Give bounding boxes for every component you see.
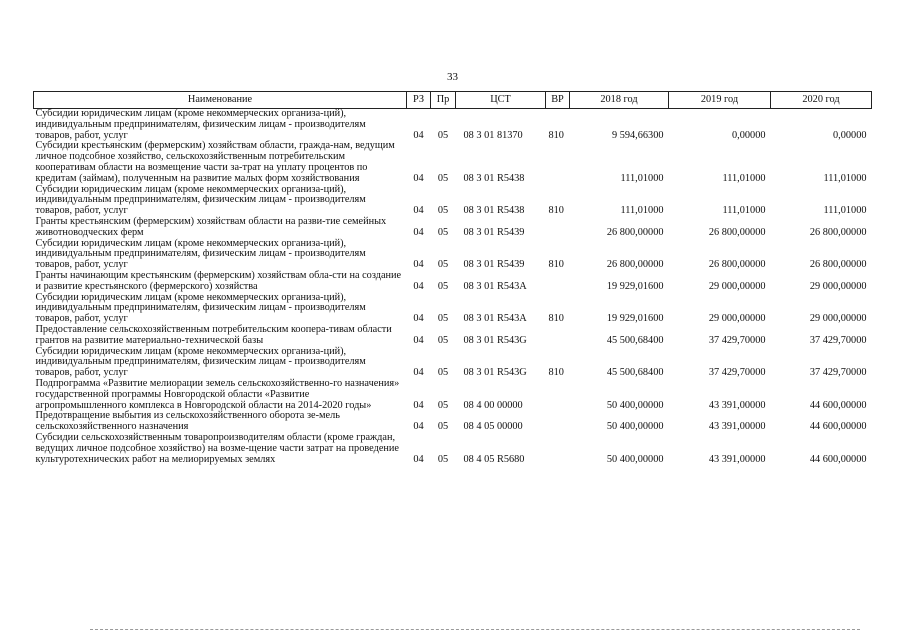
table-header	[34, 92, 872, 109]
row-cst: 08 3 01 R543G	[463, 334, 527, 346]
row-rz: 04	[413, 421, 424, 433]
row-vr: 810	[548, 129, 564, 141]
row-name: Предоставление сельскохозяйственным потребительским коопера-тивам области грантов на развитие материально-технической базы	[35, 323, 392, 346]
row-cst: 08 3 01 R5439	[463, 226, 525, 238]
row-name: Субсидии юридическим лицам (кроме некоммерческих организа-ций), индивидуальным предпринимателям, физическим лицам - производителям товаров, работ, услуг	[35, 183, 366, 217]
row-rz: 04	[413, 399, 424, 411]
row-name: Подпрограмма «Развитие мелиорации земель сельскохозяйственно-го назначения» государственной программы Новгородской области «Развитие агропромышленного комплекса в Новгородской области на 2014-2020 годы»	[35, 377, 400, 411]
row-value-2018: 19 929,01600	[606, 313, 664, 325]
row-name: Субсидии крестьянским (фермерским) хозяйствам области, гражда-нам, ведущим личное подсобное хозяйство, сельскохозяйственным потребительским кооперативам области на возмещение части за-трат на уплату процентов по кредитам (займам), полученным на развитие малых форм хозяйствования	[35, 140, 395, 184]
row-value-2020: 29 000,00000	[809, 280, 867, 292]
row-pr: 05	[437, 259, 449, 271]
header-2019: 2019 год	[669, 92, 771, 109]
row-value-2018: 26 800,00000	[606, 226, 664, 238]
row-name: Субсидии сельскохозяйственным товаропроизводителям области (кроме граждан, ведущих личное подсобное хозяйство) на возме-щение части затрат на проведение культуротехнических работ на мелиорируемых землях	[35, 431, 399, 465]
row-value-2020: 111,01000	[823, 205, 867, 217]
row-value-2020: 26 800,00000	[809, 226, 867, 238]
table-row	[34, 293, 872, 325]
table-row	[34, 141, 872, 184]
row-name: Гранты крестьянским (фермерским) хозяйствам области на разви-тие семейных животноводческих ферм	[35, 215, 387, 238]
header-2020: 2020 год	[771, 92, 872, 109]
row-cst: 08 3 01 81370	[463, 129, 523, 141]
header-name: Наименование	[34, 92, 407, 109]
row-name: Субсидии юридическим лицам (кроме некоммерческих организа-ций), индивидуальным предпринимателям, физическим лицам - производителям товаров, работ, услуг	[35, 291, 366, 325]
row-value-2019: 37 429,70000	[708, 334, 766, 346]
row-value-2019: 43 391,00000	[708, 421, 766, 433]
row-vr: 810	[548, 367, 564, 379]
row-cst: 08 4 00 00000	[463, 399, 523, 411]
row-pr: 05	[437, 172, 449, 184]
table-row	[34, 109, 872, 142]
row-cst: 08 4 05 00000	[463, 421, 523, 433]
row-rz: 04	[413, 313, 424, 325]
table-row	[34, 433, 872, 465]
row-value-2018: 111,01000	[620, 205, 664, 217]
row-value-2019: 29 000,00000	[708, 313, 766, 325]
row-name: Субсидии юридическим лицам (кроме некоммерческих организа-ций), индивидуальным предпринимателям, физическим лицам - производителям товаров, работ, услуг	[35, 345, 366, 379]
table-row	[34, 239, 872, 271]
row-vr	[546, 411, 570, 433]
row-pr: 05	[437, 280, 449, 292]
row-name: Гранты начинающим крестьянским (фермерским) хозяйствам обла-сти на создание и развитие крестьянского (фермерского) хозяйства	[35, 269, 402, 292]
row-value-2019: 0,00000	[732, 129, 766, 141]
row-vr	[546, 217, 570, 239]
table-row	[34, 411, 872, 433]
header-row	[34, 92, 872, 109]
row-value-2019: 29 000,00000	[708, 280, 766, 292]
row-cst: 08 3 01 R5439	[463, 259, 525, 271]
row-value-2018: 50 400,00000	[606, 421, 664, 433]
row-cst: 08 3 01 R5438	[463, 172, 525, 184]
row-vr: 810	[548, 259, 564, 271]
row-rz: 04	[413, 280, 424, 292]
row-value-2018: 26 800,00000	[606, 259, 664, 271]
row-cst: 08 3 01 R543G	[463, 367, 527, 379]
table-row	[34, 325, 872, 347]
row-rz: 04	[413, 334, 424, 346]
row-value-2020: 37 429,70000	[809, 334, 867, 346]
row-pr: 05	[437, 399, 449, 411]
row-value-2020: 26 800,00000	[809, 259, 867, 271]
row-pr: 05	[437, 453, 449, 465]
row-value-2018: 19 929,01600	[606, 280, 664, 292]
page-number: 33	[447, 71, 458, 83]
row-value-2019: 111,01000	[722, 172, 766, 184]
budget-table	[33, 91, 872, 465]
row-value-2019: 37 429,70000	[708, 367, 766, 379]
table-row	[34, 347, 872, 379]
row-value-2020: 111,01000	[823, 172, 867, 184]
row-value-2018: 9 594,66300	[612, 129, 664, 141]
row-pr: 05	[437, 129, 449, 141]
row-value-2018: 111,01000	[620, 172, 664, 184]
table-body	[34, 109, 872, 466]
row-vr: 810	[548, 205, 564, 217]
row-pr: 05	[437, 226, 449, 238]
row-value-2020: 44 600,00000	[809, 453, 867, 465]
row-rz: 04	[413, 172, 424, 184]
row-name: Субсидии юридическим лицам (кроме некоммерческих организа-ций), индивидуальным предпринимателям, физическим лицам - производителям товаров, работ, услуг	[35, 237, 366, 271]
header-cst: ЦСТ	[456, 92, 546, 109]
row-vr	[546, 271, 570, 293]
row-value-2020: 29 000,00000	[809, 313, 867, 325]
row-value-2019: 43 391,00000	[708, 453, 766, 465]
header-2018: 2018 год	[570, 92, 669, 109]
row-pr: 05	[437, 313, 449, 325]
row-value-2018: 45 500,68400	[606, 367, 664, 379]
row-cst: 08 3 01 R543A	[463, 280, 527, 292]
row-vr	[546, 141, 570, 184]
row-value-2020: 44 600,00000	[809, 399, 867, 411]
row-vr	[546, 325, 570, 347]
row-cst: 08 3 01 R543A	[463, 313, 527, 325]
row-value-2019: 26 800,00000	[708, 259, 766, 271]
row-rz: 04	[413, 226, 424, 238]
row-rz: 04	[413, 453, 424, 465]
header-rz: РЗ	[407, 92, 431, 109]
row-pr: 05	[437, 205, 449, 217]
row-value-2020: 0,00000	[833, 129, 867, 141]
row-rz: 04	[413, 259, 424, 271]
row-name: Субсидии юридическим лицам (кроме некоммерческих организа-ций), индивидуальным предпринимателям, физическим лицам - производителям товаров, работ, услуг	[35, 108, 366, 141]
row-pr: 05	[437, 367, 449, 379]
row-vr	[546, 379, 570, 411]
row-cst: 08 4 05 R5680	[463, 453, 525, 465]
row-value-2018: 45 500,68400	[606, 334, 664, 346]
table-row	[34, 379, 872, 411]
row-value-2018: 50 400,00000	[606, 399, 664, 411]
row-vr: 810	[548, 313, 564, 325]
header-vr: ВР	[546, 92, 570, 109]
scan-artifact-line	[90, 629, 860, 630]
table-row	[34, 271, 872, 293]
table-row	[34, 185, 872, 217]
row-cst: 08 3 01 R5438	[463, 205, 525, 217]
row-value-2020: 44 600,00000	[809, 421, 867, 433]
row-rz: 04	[413, 367, 424, 379]
row-pr: 05	[437, 334, 449, 346]
row-rz: 04	[413, 205, 424, 217]
row-pr: 05	[437, 421, 449, 433]
row-value-2020: 37 429,70000	[809, 367, 867, 379]
row-name: Предотвращение выбытия из сельскохозяйственного оборота зе-мель сельскохозяйственного назначения	[35, 410, 340, 433]
row-value-2019: 26 800,00000	[708, 226, 766, 238]
row-vr	[546, 433, 570, 465]
row-value-2019: 43 391,00000	[708, 399, 766, 411]
header-pr: Пр	[431, 92, 456, 109]
row-value-2019: 111,01000	[722, 205, 766, 217]
row-value-2018: 50 400,00000	[606, 453, 664, 465]
table-row	[34, 217, 872, 239]
row-rz: 04	[413, 129, 424, 141]
